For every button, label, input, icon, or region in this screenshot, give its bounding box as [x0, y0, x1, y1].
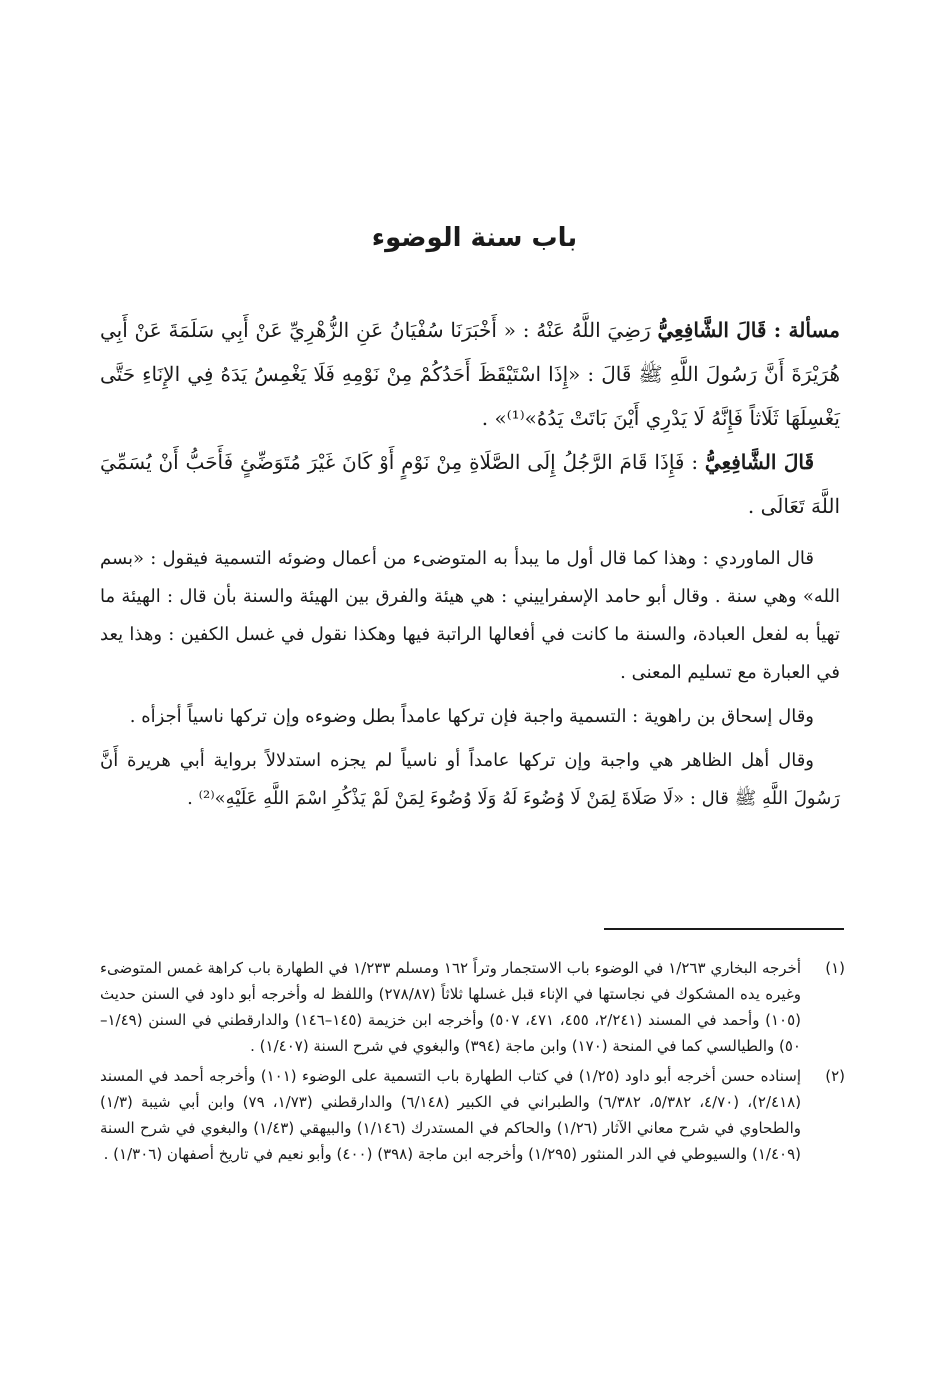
footnote-separator: [604, 928, 844, 930]
sharh-paragraph-1: قال الماوردي : وهذا كما قال أول ما يبدأ به المتوضىء من أعمال وضوئه التسمية فيقول : «بسم الله» وهي سنة . وقال أبو حامد الإسفراييني : هي هيئة والفرق بين الهيئة والسنة بأن قال : الهيئة ما تهيأ به لفعل العبادة، والسنة ما كانت في أفعالها الراتبة فيها وهكذا نقول في غسل الكفين : وهذا يعد في العبارة مع تسليم المعنى .: [100, 548, 840, 683]
matn-text-1: رَضِيَ اللَّهُ عَنْهُ : « أَخْبَرَنَا سُفْيَانُ عَنِ الزُّهْرِيِّ عَنْ أَبِي سَلَمَةَ عَنْ أَبِي هُرَيْرَةَ أَنَّ رَسُولَ اللَّهِ ﷺ قَالَ : «إِذَا اسْتَيْقَظَ أَحَدُكُمْ مِنْ نَوْمِهِ فَلَا يَغْمِسُ يَدَهُ فِي الإِنَاءِ حَتَّى يَغْسِلَهَا ثَلَاثاً فَإِنَّهُ لَا يَدْرِي أَيْنَ بَاتَتْ يَدُهُ»⁽¹⁾» .: [100, 318, 840, 430]
footnote-text-2: إسناده حسن أخرجه أبو داود (١/٢٥) في كتاب الطهارة باب التسمية على الوضوء (١٠١) وأخرجه أحمد في المسند (٢/٤١٨)، (٤/٧٠، ٥/٣٨٢، ٦/٣٨٢) والطبراني في الكبير (٦/١٤٨) والدارقطني (١/٧٣، ٧٩) وابن أبي شيبة (١/٣) والطحاوي في شرح معاني الآثار (١/٢٦) والحاكم في المستدرك (١/١٤٦) والبيهقي (١/٤٣) والبغوي في شرح السنة (١/٤٠٩) والسيوطي في الدر المنثور (١/٢٩٥) وأخرجه ابن ماجة (٣٩٨) (٤٠٠) وأبو نعيم في تاريخ أصفهان (١/٣٠٦) .: [100, 1067, 802, 1163]
sharh-paragraph-2: وقال إسحاق بن راهوية : التسمية واجبة فإن تركها عامداً بطل وضوءه وإن تركها ناسياً أجزأه .: [129, 706, 814, 727]
matn-text-2: : فَإِذَا قَامَ الرَّجُلُ إِلَى الصَّلَاةِ مِنْ نَوْمٍ أَوْ كَانَ غَيْرَ مُتَوَضِّئٍ فَأَحَبُّ أَنْ يُسَمِّيَ اللَّهَ تَعَالَى .: [100, 450, 840, 518]
footnote-1: [100, 955, 845, 1059]
sharh-section: [100, 540, 840, 818]
footnote-number-2: (٢): [825, 1067, 845, 1085]
footnote-2: [100, 1063, 845, 1167]
footnote-number-1: (١): [825, 959, 845, 977]
sharh-paragraph-3: وقال أهل الظاهر هي واجبة وإن تركها عامداً أو ناسياً لم يجزه استدلالاً برواية أبي هريرة أَنَّ رَسُولَ اللَّهِ ﷺ قال : «لَا صَلَاةَ لِمَنْ لَا وُضُوءَ لَهُ وَلَا وُضُوءَ لِمَنْ لَمْ يَذْكُرِ اسْمَ اللَّهِ عَلَيْهِ»⁽²⁾ .: [100, 750, 840, 809]
matn-section: [100, 308, 840, 528]
matn-paragraph-1: [100, 308, 840, 440]
footnotes: [100, 955, 845, 1171]
chapter-title: باب سنة الوضوء: [371, 223, 578, 253]
matn-lead-1: مسألة : قَالَ الشَّافِعِيُّ: [657, 318, 840, 342]
matn-paragraph-2: [100, 440, 840, 528]
matn-lead-2: قَالَ الشَّافِعِيُّ: [704, 450, 814, 474]
footnote-text-1: أخرجه البخاري ١/٢٦٣ في الوضوء باب الاستجمار وتراً ١٦٢ ومسلم ١/٢٣٣ في الطهارة باب كراهة غمس المتوضىء وغيره يده المشكوك في نجاستها في الإناء قبل غسلها ثلاثاً (٢٧٨/٨٧) واللفظ له وأخرجه أبو داود في السنن حديث (١٠٥) وأحمد في المسند (٢/٢٤١، ٤٥٥، ٤٧١، ٥٠٧) وأخرجه ابن خزيمة (١٤٥–١٤٦) والدارقطني في السنن (١/٤٩–٥٠) والطيالسي كما في المنحة (١٧٠) وابن ماجة (٣٩٤) والبغوي في شرح السنة (١/٤٠٧) .: [100, 959, 801, 1055]
